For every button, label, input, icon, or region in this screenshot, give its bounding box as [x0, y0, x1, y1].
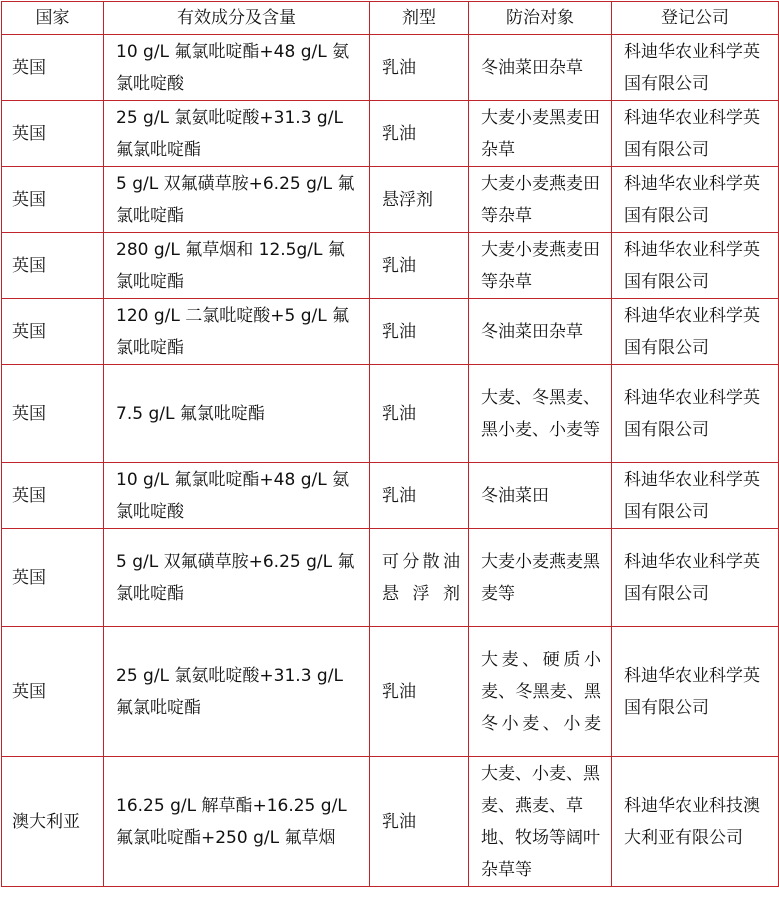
cell-formulation: 悬浮剂 — [370, 167, 469, 233]
cell-target: 冬油菜田杂草 — [469, 35, 612, 101]
table-row — [2, 233, 779, 299]
cell-ingredients: 120 g/L 二氯吡啶酸+5 g/L 氟氯吡啶酯 — [104, 299, 370, 365]
cell-country: 澳大利亚 — [2, 757, 104, 887]
cell-company: 科迪华农业科学英国有限公司 — [612, 233, 779, 299]
cell-company: 科迪华农业科学英国有限公司 — [612, 365, 779, 463]
cell-company: 科迪华农业科学英国有限公司 — [612, 463, 779, 529]
table-row — [2, 529, 779, 627]
cell-ingredients: 25 g/L 氯氨吡啶酸+31.3 g/L 氟氯吡啶酯 — [104, 101, 370, 167]
cell-company: 科迪华农业科学英国有限公司 — [612, 627, 779, 757]
cell-target: 大麦小麦燕麦黑麦等 — [469, 529, 612, 627]
table-row — [2, 627, 779, 757]
cell-ingredients: 5 g/L 双氟磺草胺+6.25 g/L 氟氯吡啶酯 — [104, 167, 370, 233]
cell-country: 英国 — [2, 529, 104, 627]
header-country: 国家 — [2, 2, 104, 35]
cell-formulation: 乳油 — [370, 463, 469, 529]
cell-country: 英国 — [2, 627, 104, 757]
table-row — [2, 757, 779, 887]
cell-country: 英国 — [2, 365, 104, 463]
table-row — [2, 299, 779, 365]
header-formulation: 剂型 — [370, 2, 469, 35]
cell-ingredients: 280 g/L 氟草烟和 12.5g/L 氟氯吡啶酯 — [104, 233, 370, 299]
cell-target: 大麦小麦黑麦田杂草 — [469, 101, 612, 167]
cell-ingredients: 16.25 g/L 解草酯+16.25 g/L 氟氯吡啶酯+250 g/L 氟草烟 — [104, 757, 370, 887]
cell-formulation: 乳油 — [370, 233, 469, 299]
table-row — [2, 101, 779, 167]
cell-target: 大麦、小麦、黑麦、燕麦、草地、牧场等阔叶杂草等 — [469, 757, 612, 887]
cell-country: 英国 — [2, 233, 104, 299]
header-company: 登记公司 — [612, 2, 779, 35]
cell-target: 大麦小麦燕麦田等杂草 — [469, 233, 612, 299]
cell-country: 英国 — [2, 463, 104, 529]
table-row — [2, 365, 779, 463]
header-ingredients: 有效成分及含量 — [104, 2, 370, 35]
cell-country: 英国 — [2, 101, 104, 167]
cell-country: 英国 — [2, 299, 104, 365]
table-row — [2, 35, 779, 101]
cell-company: 科迪华农业科学英国有限公司 — [612, 35, 779, 101]
cell-company: 科迪华农业科学英国有限公司 — [612, 529, 779, 627]
table-row — [2, 463, 779, 529]
cell-ingredients: 5 g/L 双氟磺草胺+6.25 g/L 氟氯吡啶酯 — [104, 529, 370, 627]
cell-target: 冬油菜田 — [469, 463, 612, 529]
cell-company: 科迪华农业科学英国有限公司 — [612, 101, 779, 167]
cell-ingredients: 10 g/L 氟氯吡啶酯+48 g/L 氨氯吡啶酸 — [104, 35, 370, 101]
cell-formulation: 乳油 — [370, 757, 469, 887]
cell-formulation: 乳油 — [370, 101, 469, 167]
cell-country: 英国 — [2, 35, 104, 101]
cell-company: 科迪华农业科技澳大利亚有限公司 — [612, 757, 779, 887]
cell-company: 科迪华农业科学英国有限公司 — [612, 167, 779, 233]
cell-formulation: 乳油 — [370, 35, 469, 101]
cell-formulation: 乳油 — [370, 627, 469, 757]
cell-company: 科迪华农业科学英国有限公司 — [612, 299, 779, 365]
cell-formulation: 乳油 — [370, 299, 469, 365]
cell-target: 大麦、冬黑麦、黑小麦、小麦等 — [469, 365, 612, 463]
cell-formulation: 乳油 — [370, 365, 469, 463]
cell-formulation: 可分散油悬浮剂 — [370, 529, 469, 627]
cell-country: 英国 — [2, 167, 104, 233]
header-row — [2, 2, 779, 35]
cell-ingredients: 25 g/L 氯氨吡啶酸+31.3 g/L 氟氯吡啶酯 — [104, 627, 370, 757]
cell-ingredients: 10 g/L 氟氯吡啶酯+48 g/L 氨氯吡啶酸 — [104, 463, 370, 529]
table-row — [2, 167, 779, 233]
cell-target: 大麦、硬质小麦、冬黑麦、黑冬小麦、小麦 — [469, 627, 612, 757]
header-target: 防治对象 — [469, 2, 612, 35]
registration-table — [1, 1, 779, 887]
cell-target: 大麦小麦燕麦田等杂草 — [469, 167, 612, 233]
cell-ingredients: 7.5 g/L 氟氯吡啶酯 — [104, 365, 370, 463]
cell-target: 冬油菜田杂草 — [469, 299, 612, 365]
